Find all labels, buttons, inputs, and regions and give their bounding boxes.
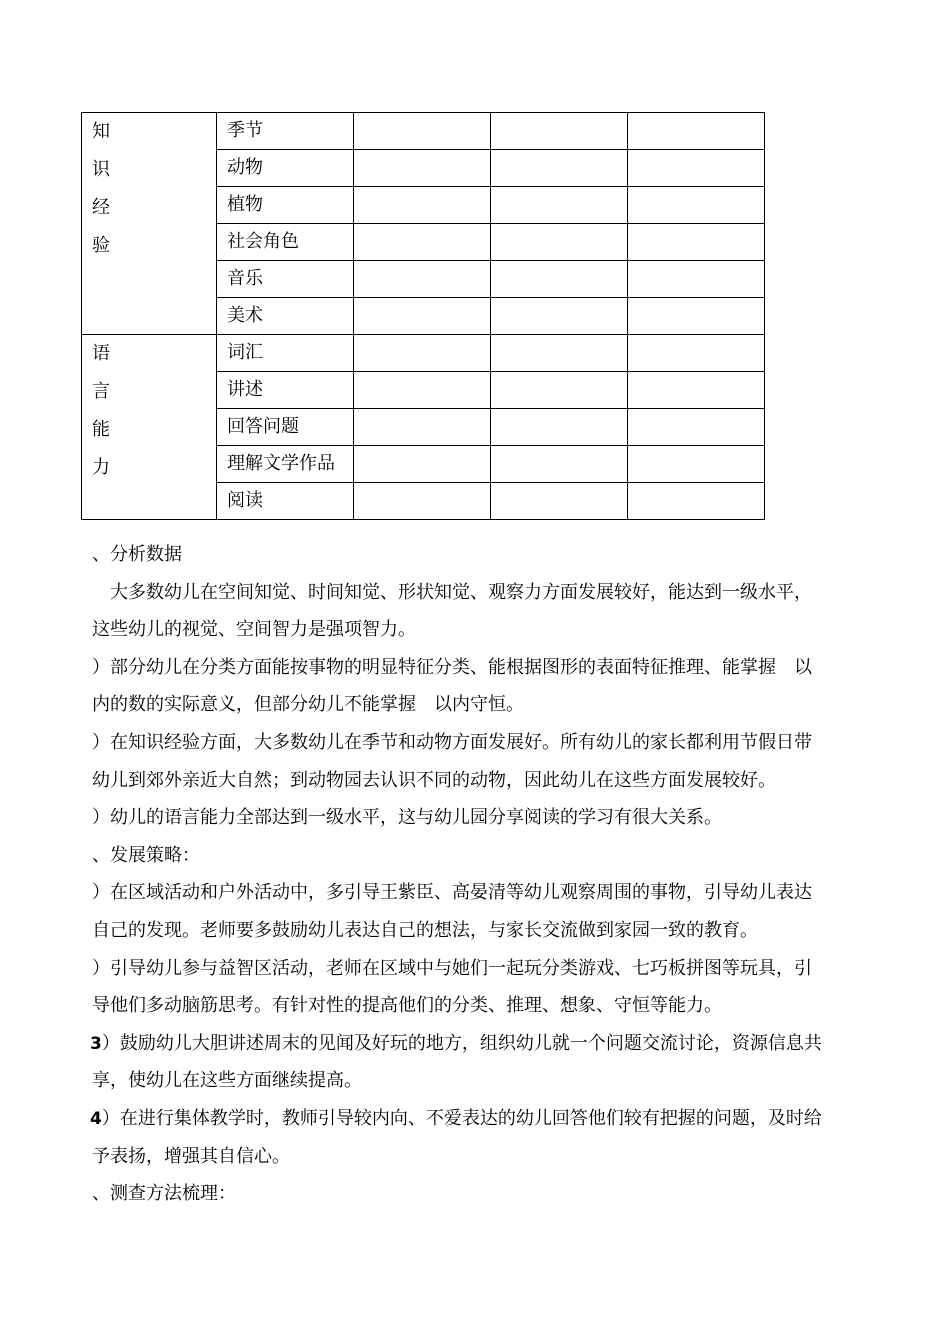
paragraph-line: 自己的发现。老师要多鼓励幼儿表达自己的想法，与家长交流做到家园一致的教育。 xyxy=(92,919,758,941)
paragraph-text: ）鼓励幼儿大胆讲述周末的见闻及好玩的地方，组织幼儿就一个问题交流讨论，资源信息共 xyxy=(101,1032,822,1054)
paragraph-line: 大多数幼儿在空间知觉、时间知觉、形状知觉、观察力方面发展较好，能达到一级水平， xyxy=(110,581,812,603)
group-label-char: 经 xyxy=(92,197,110,218)
empty-cell xyxy=(354,483,491,520)
group-label-char: 识 xyxy=(92,159,110,180)
empty-cell xyxy=(628,372,765,409)
section-heading-method: 、测查方法梳理： xyxy=(92,1183,236,1205)
paragraph-line: ）在区域活动和户外活动中，多引导王紫臣、高晏清等幼儿观察周围的事物，引导幼儿表达 xyxy=(92,882,812,904)
section-heading-strategy: 、发展策略： xyxy=(92,844,200,866)
item-cell: 回答问题 xyxy=(217,409,354,446)
paragraph-line: ）在知识经验方面，大多数幼儿在季节和动物方面发展好。所有幼儿的家长都利用节假日带 xyxy=(92,731,812,753)
paragraph-line: ）部分幼儿在分类方面能按事物的明显特征分类、能根据图形的表面特征推理、能掌握 以 xyxy=(92,656,812,678)
item-cell: 季节 xyxy=(217,113,354,150)
item-cell: 社会角色 xyxy=(217,224,354,261)
body-text xyxy=(92,536,872,1213)
item-cell: 动物 xyxy=(217,150,354,187)
empty-cell xyxy=(491,372,628,409)
empty-cell xyxy=(491,113,628,150)
item-number: 3 xyxy=(90,1033,102,1054)
item-cell: 词汇 xyxy=(217,335,354,372)
empty-cell xyxy=(628,409,765,446)
group-label-char: 知 xyxy=(92,121,110,142)
item-cell: 美术 xyxy=(217,298,354,335)
group-label-char: 力 xyxy=(92,457,110,478)
group-label-char: 能 xyxy=(92,419,110,440)
item-number: 4 xyxy=(90,1108,102,1129)
empty-cell xyxy=(491,150,628,187)
item-cell: 讲述 xyxy=(217,372,354,409)
empty-cell xyxy=(628,224,765,261)
item-cell: 阅读 xyxy=(217,483,354,520)
empty-cell xyxy=(354,298,491,335)
empty-cell xyxy=(628,187,765,224)
group-label-char: 言 xyxy=(92,381,110,402)
empty-cell xyxy=(628,113,765,150)
paragraph-line: ）幼儿的语言能力全部达到一级水平，这与幼儿园分享阅读的学习有很大关系。 xyxy=(92,807,722,829)
empty-cell xyxy=(354,409,491,446)
paragraph-line: 享，使幼儿在这些方面继续提高。 xyxy=(92,1070,362,1092)
empty-cell xyxy=(354,446,491,483)
empty-cell xyxy=(354,224,491,261)
paragraph-line: 这些幼儿的视觉、空间智力是强项智力。 xyxy=(92,619,416,641)
paragraph-line: 导他们多动脑筋思考。有针对性的提高他们的分类、推理、想象、守恒等能力。 xyxy=(92,995,722,1017)
paragraph-line: ）引导幼儿参与益智区活动，老师在区域中与她们一起玩分类游戏、七巧板拼图等玩具，引 xyxy=(92,957,812,979)
empty-cell xyxy=(628,335,765,372)
empty-cell xyxy=(491,224,628,261)
empty-cell xyxy=(354,335,491,372)
empty-cell xyxy=(491,187,628,224)
item-cell: 理解文学作品 xyxy=(217,446,354,483)
evaluation-table xyxy=(81,112,765,520)
empty-cell xyxy=(354,113,491,150)
empty-cell xyxy=(354,150,491,187)
section-heading-analysis: 、分析数据 xyxy=(92,544,182,565)
empty-cell xyxy=(491,483,628,520)
item-cell: 音乐 xyxy=(217,261,354,298)
empty-cell xyxy=(628,446,765,483)
group-label-knowledge xyxy=(82,113,217,335)
item-cell: 植物 xyxy=(217,187,354,224)
paragraph-line: 内的数的实际意义，但部分幼儿不能掌握 以内守恒。 xyxy=(92,694,524,716)
empty-cell xyxy=(354,372,491,409)
empty-cell xyxy=(354,187,491,224)
paragraph-line xyxy=(90,1025,872,1063)
paragraph-line xyxy=(90,1100,872,1138)
empty-cell xyxy=(628,150,765,187)
empty-cell xyxy=(491,261,628,298)
table-row xyxy=(82,113,765,150)
empty-cell xyxy=(628,483,765,520)
group-label-language xyxy=(82,335,217,520)
paragraph-line: 幼儿到郊外亲近大自然；到动物园去认识不同的动物，因此幼儿在这些方面发展较好。 xyxy=(92,769,776,791)
empty-cell xyxy=(628,261,765,298)
empty-cell xyxy=(491,298,628,335)
paragraph-text: ）在进行集体教学时，教师引导较内向、不爱表达的幼儿回答他们较有把握的问题，及时给 xyxy=(101,1107,822,1129)
table-row xyxy=(82,335,765,372)
empty-cell xyxy=(354,261,491,298)
group-label-char: 语 xyxy=(92,343,110,364)
empty-cell xyxy=(491,409,628,446)
empty-cell xyxy=(491,335,628,372)
empty-cell xyxy=(628,298,765,335)
empty-cell xyxy=(491,446,628,483)
group-label-char: 验 xyxy=(92,235,110,256)
paragraph-line: 予表扬，增强其自信心。 xyxy=(92,1145,290,1167)
